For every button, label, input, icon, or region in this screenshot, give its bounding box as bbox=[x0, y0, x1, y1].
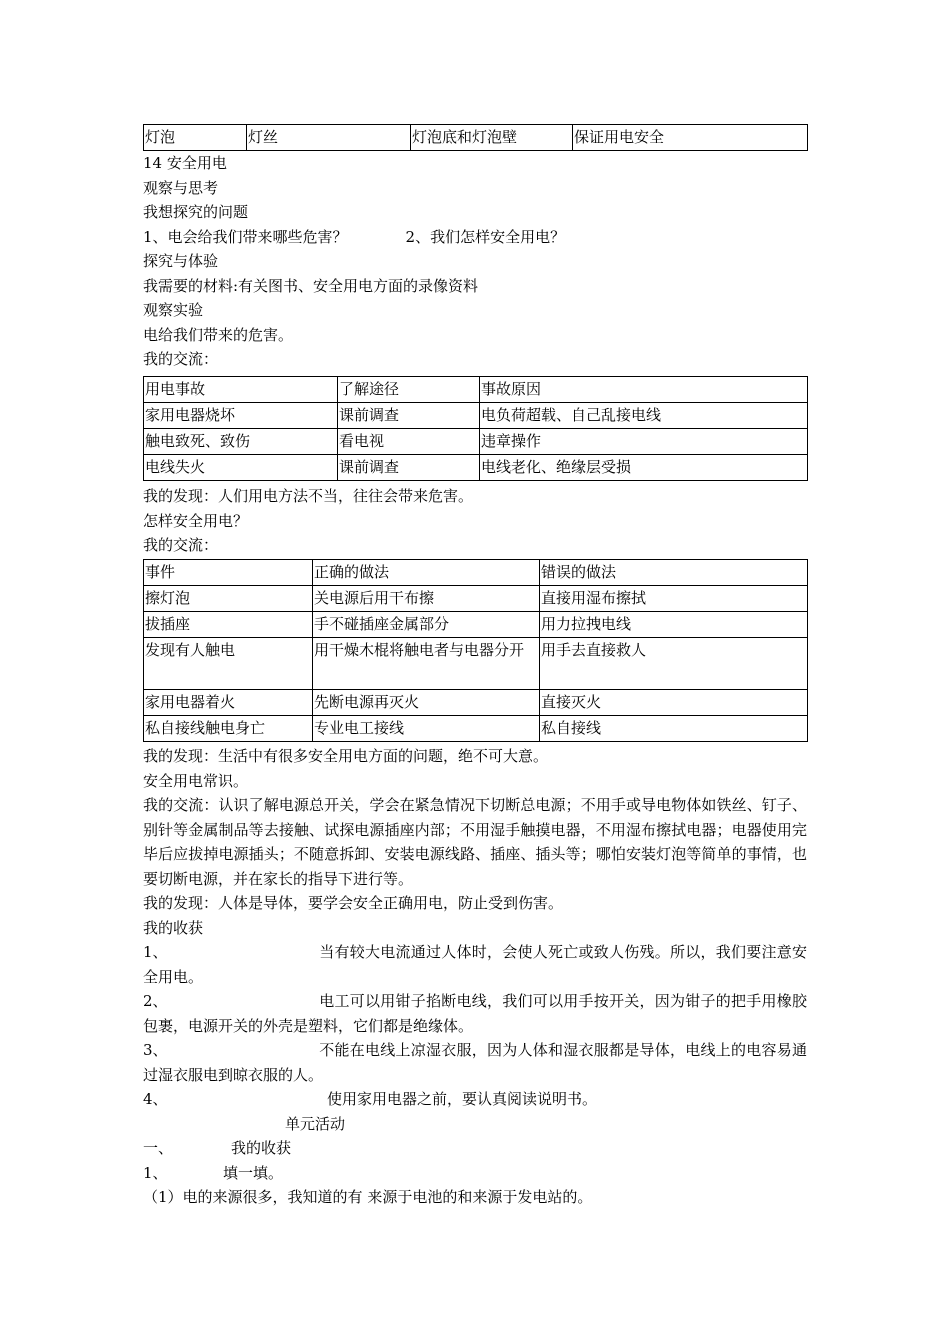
text-line: 电给我们带来的危害。 bbox=[143, 325, 294, 344]
table-cell: 专业电工接线 bbox=[313, 716, 540, 742]
column-header: 错误的做法 bbox=[540, 560, 808, 586]
table-cell: 电负荷超载、自己乱接电线 bbox=[480, 403, 808, 429]
table-cell: 电线老化、绝缘层受损 bbox=[480, 455, 808, 481]
section-one bbox=[143, 1136, 807, 1161]
heading: 观察与思考 bbox=[143, 178, 219, 197]
table-cell: 关电源后用干布擦 bbox=[313, 586, 540, 612]
fill-number: 1、 bbox=[143, 1163, 168, 1182]
table-cell: 保证用电安全 bbox=[573, 125, 808, 151]
table-cell: 家用电器烧坏 bbox=[144, 403, 338, 429]
question-1: 1、电会给我们带来哪些危害？ bbox=[143, 227, 348, 246]
table-cell: 拔插座 bbox=[144, 612, 313, 638]
table-row bbox=[144, 455, 808, 481]
table-cell: 直接用湿布擦拭 bbox=[540, 586, 808, 612]
table-cell: 用力拉拽电线 bbox=[540, 612, 808, 638]
finding-line: 我的发现：生活中有很多安全用电方面的问题，绝不可大意。 bbox=[143, 747, 549, 765]
heading: 安全用电常识。 bbox=[143, 771, 249, 790]
harvest-number: 1、 bbox=[143, 943, 168, 961]
harvest-item bbox=[143, 1087, 807, 1112]
section-one-number: 一、 bbox=[143, 1139, 174, 1157]
table-cell: 直接灭火 bbox=[540, 690, 808, 716]
heading: 观察实验 bbox=[143, 301, 204, 319]
table-cell: 电线失火 bbox=[144, 455, 338, 481]
table-row bbox=[144, 586, 808, 612]
finding-line: 我的发现：人们用电方法不当，往往会带来危害。 bbox=[143, 487, 474, 505]
table-row bbox=[144, 638, 808, 690]
fill-heading bbox=[143, 1161, 807, 1186]
heading: 怎样安全用电？ bbox=[143, 511, 249, 530]
column-header: 事件 bbox=[144, 560, 313, 586]
heading: 我想探究的问题 bbox=[143, 203, 249, 221]
table-row bbox=[144, 612, 808, 638]
table-cell: 灯泡底和灯泡壁 bbox=[411, 125, 573, 151]
section-title: 14 安全用电 bbox=[143, 154, 227, 172]
heading: 探究与体验 bbox=[143, 252, 219, 270]
table-row bbox=[144, 403, 808, 429]
table-cell: 擦灯泡 bbox=[144, 586, 313, 612]
finding-line: 我的发现：人体是导体，要学会安全正确用电，防止受到伤害。 bbox=[143, 894, 564, 912]
harvest-text: 不能在电线上凉湿衣服，因为人体和湿衣服都是导体，电线上的电容易通过湿衣服电到晾衣服的人。 bbox=[143, 1041, 807, 1084]
column-header: 用电事故 bbox=[144, 377, 338, 403]
table-cell: 看电视 bbox=[338, 429, 480, 455]
text-line: 我的交流： bbox=[143, 350, 219, 368]
table-header-row bbox=[144, 377, 808, 403]
harvest-number: 3、 bbox=[143, 1041, 168, 1059]
table-cell: 私自接线 bbox=[540, 716, 808, 742]
harvest-number: 4、 bbox=[143, 1090, 168, 1108]
unit-title: 单元活动 bbox=[285, 1114, 346, 1133]
table-cell: 家用电器着火 bbox=[144, 690, 313, 716]
table-row bbox=[144, 716, 808, 742]
table-cell: 用手去直接救人 bbox=[540, 638, 808, 690]
table-row bbox=[144, 690, 808, 716]
table-cell: 课前调查 bbox=[338, 455, 480, 481]
table-cell: 发现有人触电 bbox=[144, 638, 313, 690]
safety-table bbox=[143, 559, 808, 742]
table-cell: 灯泡 bbox=[144, 125, 247, 151]
table-row bbox=[144, 429, 808, 455]
harvest-item bbox=[143, 940, 807, 989]
column-header: 事故原因 bbox=[480, 377, 808, 403]
heading: 我的收获 bbox=[143, 918, 204, 937]
table-cell: 手不碰插座金属部分 bbox=[313, 612, 540, 638]
harvest-text: 当有较大电流通过人体时，会使人死亡或致人伤残。所以，我们要注意安全用电。 bbox=[143, 943, 807, 986]
table-header-row bbox=[144, 560, 808, 586]
fill-label: 填一填。 bbox=[223, 1163, 284, 1182]
section-one-label: 我的收获 bbox=[231, 1139, 292, 1157]
question-line: （1）电的来源很多，我知道的有 来源于电池的和来源于发电站的。 bbox=[143, 1188, 593, 1206]
exchange-paragraph: 我的交流：认识了解电源总开关，学会在紧急情况下切断总电源；不用手或导电物体如铁丝、钉子、别针等金属制品等去接触、试探电源插座内部；不用湿手触摸电器，不用湿布擦拭电器；电器使用完毕后应拔掉电源插头；不随意拆卸、安装电源线路、插座、插头等；哪怕安装灯泡等简单的事情，也要切断电源，并在家长的指导下进行等。 bbox=[143, 796, 807, 888]
text-line: 我的交流： bbox=[143, 536, 219, 554]
table-cell: 用干燥木棍将触电者与电器分开 bbox=[313, 638, 540, 690]
table-row bbox=[144, 125, 808, 151]
table-cell: 先断电源再灭火 bbox=[313, 690, 540, 716]
question-2: 2、我们怎样安全用电？ bbox=[405, 227, 566, 246]
table-cell: 触电致死、致伤 bbox=[144, 429, 338, 455]
table-cell: 违章操作 bbox=[480, 429, 808, 455]
table-cell: 课前调查 bbox=[338, 403, 480, 429]
table-cell: 私自接线触电身亡 bbox=[144, 716, 313, 742]
top-table bbox=[143, 124, 808, 151]
harvest-text: 使用家用电器之前，要认真阅读说明书。 bbox=[327, 1090, 598, 1108]
harvest-text: 电工可以用钳子掐断电线，我们可以用手按开关，因为钳子的把手用橡胶包裹，电源开关的外壳是塑料，它们都是绝缘体。 bbox=[143, 992, 807, 1035]
column-header: 正确的做法 bbox=[313, 560, 540, 586]
harvest-number: 2、 bbox=[143, 992, 168, 1010]
column-header: 了解途径 bbox=[338, 377, 480, 403]
questions-line bbox=[143, 225, 807, 250]
harvest-item bbox=[143, 1038, 807, 1087]
materials-line: 我需要的材料:有关图书、安全用电方面的录像资料 bbox=[143, 276, 479, 295]
harvest-item bbox=[143, 989, 807, 1038]
accidents-table bbox=[143, 376, 808, 481]
table-cell: 灯丝 bbox=[247, 125, 411, 151]
